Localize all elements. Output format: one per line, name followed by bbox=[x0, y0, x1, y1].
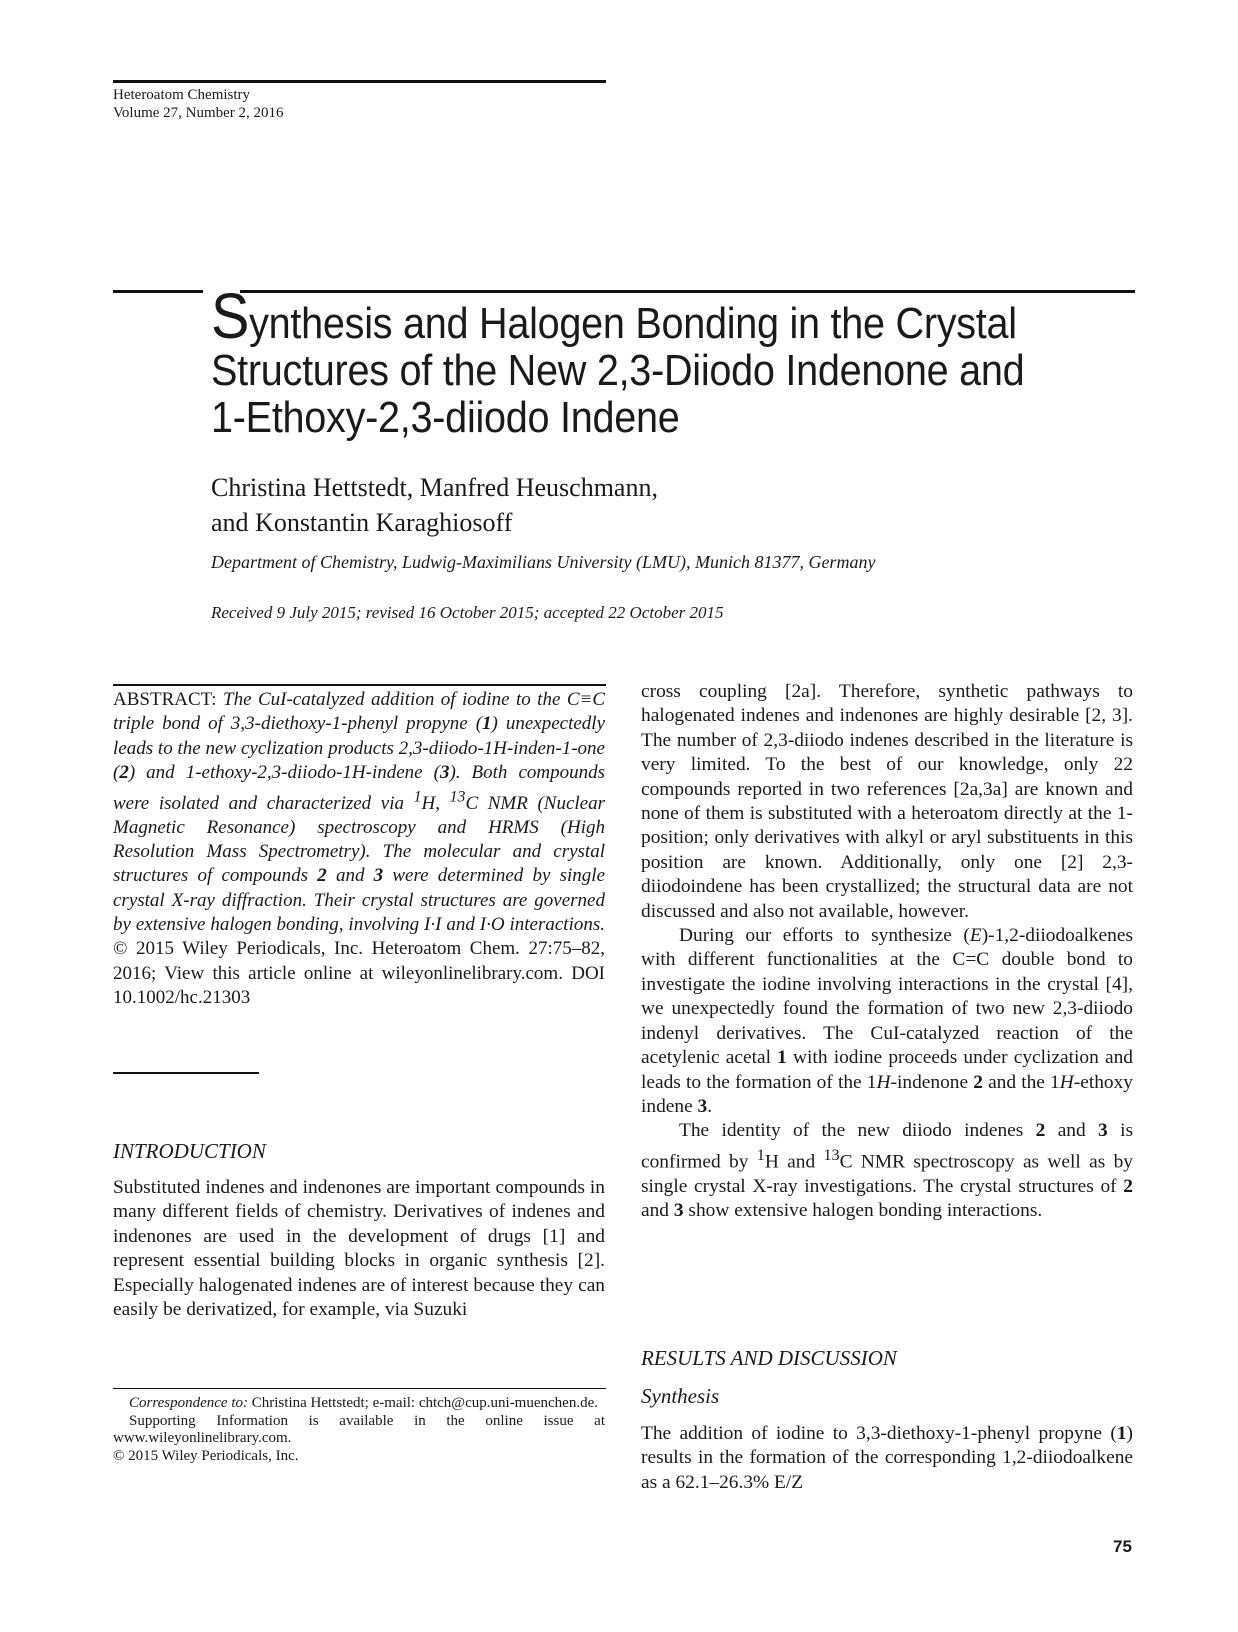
right-column-text bbox=[641, 680, 1133, 1223]
synthesis-subheading: Synthesis bbox=[641, 1384, 720, 1408]
abstract-text: were determined by single crystal X-ray diffraction. Their crystal structures are governed by extensive halogen bonding, involving I·I and I·O interactions. bbox=[113, 865, 606, 935]
title-line-3: 1-Ethoxy-2,3-diiodo Indene bbox=[211, 393, 680, 442]
abstract-top-rule bbox=[113, 684, 606, 686]
title-dropcap: S bbox=[211, 280, 250, 352]
header-rule bbox=[113, 80, 606, 83]
synthesis-text bbox=[641, 1422, 1133, 1495]
title-line-2: Structures of the New 2,3-Diiodo Indenone and bbox=[211, 346, 1025, 395]
paragraph: cross coupling [2a]. Therefore, synthetic pathways to halogenated indenes and indenones are highly desirable [2, 3]. The number of 2,3-diiodo indenes described in the literature is very limited. To the best of our knowledge, only 22 compounds reported in two references [2a,3a] are known and none of them is substituted with a heteroatom directly at the 1-position; only derivatives with alkyl or aryl substituents in this position are known. Additionally, only one [2] 2,3-diiodoindene has been crystallized; the structural data are not discussed and also not available, however. bbox=[641, 681, 1133, 922]
paragraph: The addition of iodine to 3,3-diethoxy-1-phenyl propyne (1) results in the formation of the corresponding 1,2-diiodoalkene as a 62.1–26.3% E/Z bbox=[641, 1423, 1133, 1493]
abstract-label: ABSTRACT: bbox=[113, 689, 217, 710]
journal-name: Heteroatom Chemistry bbox=[113, 87, 251, 103]
compound-ref: 2 bbox=[119, 761, 129, 783]
introduction-heading: INTRODUCTION bbox=[113, 1139, 266, 1163]
abstract-citation: © 2015 Wiley Periodicals, Inc. Heteroatom Chem. 27:75–82, 2016; View this article online at wileyonlinelibrary.com. DOI 10.1002/hc.21303 bbox=[113, 938, 605, 1008]
supporting-info: Supporting Information is available in the online issue at www.wileyonlinelibrary.com. bbox=[113, 1412, 605, 1446]
abstract-text: ) and 1-ethoxy-2,3-diiodo-1H-indene ( bbox=[128, 761, 440, 783]
abstract bbox=[113, 688, 605, 1010]
page-number: 75 bbox=[1113, 1537, 1132, 1556]
compound-ref: 3 bbox=[373, 865, 384, 887]
affiliation: Department of Chemistry, Ludwig-Maximilians University (LMU), Munich 81377, Germany bbox=[211, 552, 876, 572]
compound-ref: 1 bbox=[482, 713, 492, 735]
abstract-text: C NMR (Nuclear Magnetic Resonance) spectroscopy and HRMS (High Resolution Mass Spectrometry). The molecular and crystal structures of compounds bbox=[113, 792, 606, 887]
received-dates: Received 9 July 2015; revised 16 October 2015; accepted 22 October 2015 bbox=[211, 603, 724, 622]
compound-ref: 2 bbox=[317, 865, 327, 887]
title-rule-right bbox=[240, 290, 1135, 293]
paragraph: During our efforts to synthesize (E)-1,2-diiodoalkenes with different functionalities at the C=C double bond to investigate the iodine involving interactions in the crystal [4], we unexpectedly found the formation of two new 2,3-diiodo indenyl derivatives. The CuI-catalyzed reaction of the acetylenic acetal 1 with iodine proceeds under cyclization and leads to the formation of the 1H-indenone 2 and the 1H-ethoxy indene 3. bbox=[641, 925, 1133, 1117]
superscript: 13 bbox=[449, 788, 466, 806]
correspondence-text: Christina Hettstedt; e-mail: chtch@cup.uni-muenchen.de. bbox=[248, 1395, 598, 1411]
compound-ref: 3 bbox=[439, 761, 450, 783]
authors-line-1: Christina Hettstedt, Manfred Heuschmann, bbox=[211, 473, 658, 502]
abstract-text: ). Both compounds were isolated and characterized via bbox=[113, 761, 605, 814]
introduction-text bbox=[113, 1176, 605, 1322]
correspondence-label: Correspondence to: bbox=[129, 1395, 249, 1411]
journal-info bbox=[113, 86, 284, 122]
article-title bbox=[211, 280, 1048, 442]
author-list bbox=[211, 470, 658, 540]
abstract-text: The CuI-catalyzed addition of iodine to the C≡C triple bond of 3,3-diethoxy-1-phenyl propyne ( bbox=[113, 689, 606, 735]
results-heading: RESULTS AND DISCUSSION bbox=[641, 1346, 897, 1370]
abstract-text: H, bbox=[421, 792, 450, 814]
introduction-paragraph: Substituted indenes and indenones are important compounds in many different fields of chemistry. Derivatives of indenes and indenones are used in the development of drugs [1] and represent essential building blocks in organic synthesis [2]. Especially halogenated indenes are of interest because they can easily be derivatized, for example, via Suzuki bbox=[113, 1177, 605, 1321]
footnotes bbox=[113, 1395, 605, 1465]
footnote-rule bbox=[113, 1388, 606, 1389]
paragraph: The identity of the new diiodo indenes 2 and 3 is confirmed by $^1$H and $^{13}$C NMR spectroscopy as well as by single crystal X-ray investigations. The crystal structures of 2 and 3 show extensive halogen bonding interactions. bbox=[641, 1120, 1133, 1221]
title-line-1: ynthesis and Halogen Bonding in the Crystal bbox=[249, 299, 1017, 348]
authors-line-2: and Konstantin Karaghiosoff bbox=[211, 508, 513, 537]
abstract-text: and bbox=[326, 865, 374, 887]
superscript: 1 bbox=[413, 788, 422, 806]
abstract-bottom-rule bbox=[113, 1072, 259, 1074]
footnote-copyright: © 2015 Wiley Periodicals, Inc. bbox=[113, 1447, 299, 1464]
journal-volume: Volume 27, Number 2, 2016 bbox=[113, 105, 284, 121]
abstract-text: ) unexpectedly leads to the new cyclization products 2,3-diiodo-1H-inden-1-one ( bbox=[113, 713, 606, 783]
title-rule-left bbox=[113, 290, 203, 293]
